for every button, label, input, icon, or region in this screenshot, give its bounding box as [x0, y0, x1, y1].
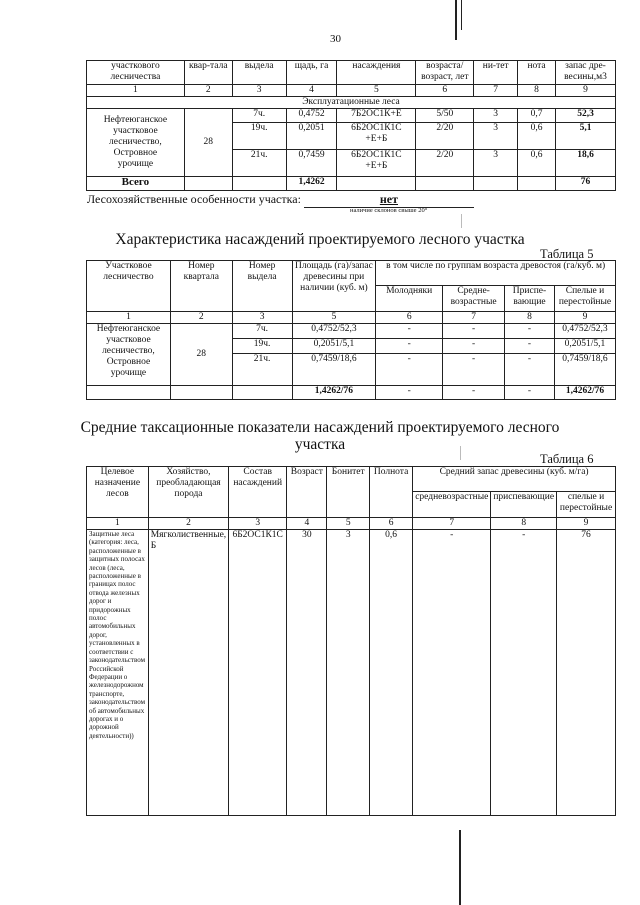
composition-cell: 6Б2ОС1К1С +Е+Б — [337, 123, 416, 150]
t6-polnota-cell: 0,6 — [370, 530, 413, 816]
t5-middle: - — [443, 324, 505, 339]
section-label: Эксплуатационные леса — [87, 97, 616, 109]
t5-young: - — [376, 354, 443, 386]
polnota-cell: 0,6 — [518, 150, 556, 177]
col-number: 4 — [287, 518, 327, 530]
t5-young: - — [376, 339, 443, 354]
scan-artifact-bottom — [459, 830, 461, 905]
t5-area: 0,2051/5,1 — [292, 339, 376, 354]
empty-cell — [416, 177, 474, 191]
empty-cell — [518, 177, 556, 191]
col-number: 3 — [232, 312, 292, 324]
t5-young: - — [376, 324, 443, 339]
empty-cell — [337, 177, 416, 191]
forestry-name — [87, 109, 185, 177]
table-top-continuation — [86, 60, 616, 191]
forestry-line: Островное — [106, 357, 151, 367]
col-number: 2 — [148, 518, 228, 530]
features-label: Лесохозяйственные особенности участка: — [87, 192, 301, 206]
col-number: 5 — [327, 518, 370, 530]
t6-composition-cell: 6Б2ОС1К1С — [229, 530, 287, 816]
t5-header-area: Площадь (га)/запас древесины при наличии (куб. м) — [292, 261, 376, 312]
t6-purpose-cell: Защитные леса (категория: леса, расположенные в защитных полосах лесов (леса, расположенные в границах полос отвода железных дорог и придорожных полос автомобильных дорог, установленных в соответствии с законодательством Российской Федерации о железнодорожном транспорте, законодательством об автомобильных дорогах и о дорожной деятельности)) — [87, 530, 149, 816]
t5-middle: - — [443, 339, 505, 354]
scan-artifact-mid — [461, 214, 462, 228]
features-line — [87, 192, 474, 208]
col-number: 7 — [413, 518, 491, 530]
col-number: 3 — [229, 518, 287, 530]
quarter-number: 28 — [184, 109, 232, 177]
col-number: 5 — [292, 312, 376, 324]
t6-header-age: Возраст — [287, 467, 327, 518]
t5-header-vydel: Номер выдела — [232, 261, 292, 312]
col-number: 4 — [286, 85, 337, 97]
forestry-line: Нефтеюганское — [103, 115, 168, 125]
empty-cell — [232, 386, 292, 400]
col-number: 7 — [474, 85, 518, 97]
t5-area: 0,7459/18,6 — [292, 354, 376, 386]
age-cell: 5/50 — [416, 109, 474, 123]
t5-total-middle: - — [443, 386, 505, 400]
age-cell: 2/20 — [416, 150, 474, 177]
header-bonitet: ни-тет — [474, 61, 518, 85]
total-label: Всего — [87, 177, 185, 191]
t6-species-cell: Мягколиственные, Б — [148, 530, 228, 816]
stock-cell: 5,1 — [556, 123, 616, 150]
t5-total-mature: 1,4262/76 — [554, 386, 615, 400]
empty-cell — [87, 386, 171, 400]
area-cell: 0,2051 — [286, 123, 337, 150]
t5-vydel: 21ч. — [232, 354, 292, 386]
col-number: 1 — [87, 312, 171, 324]
header-vydel: выдела — [232, 61, 286, 85]
t5-header-middle: Средне-возрастные — [443, 286, 505, 312]
bonitet-cell: 3 — [474, 150, 518, 177]
table6-caption: Таблица 6 — [540, 452, 594, 466]
polnota-cell: 0,7 — [518, 109, 556, 123]
t5-header-young: Молодняки — [376, 286, 443, 312]
header-composition: насаждения — [337, 61, 416, 85]
forestry-line: участковое — [106, 335, 151, 345]
col-number: 6 — [416, 85, 474, 97]
col-number: 1 — [87, 85, 185, 97]
t6-header-mature: спелые и перестойные — [557, 492, 616, 518]
col-number: 3 — [232, 85, 286, 97]
forestry-line: Островное — [113, 148, 158, 158]
area-cell: 0,4752 — [286, 109, 337, 123]
header-area: щадь, га — [286, 61, 337, 85]
scan-artifact-top — [455, 0, 457, 40]
composition-cell: 7Б2ОС1К+Е — [337, 109, 416, 123]
col-number: 8 — [491, 518, 557, 530]
t5-total-area: 1,4262/76 — [292, 386, 376, 400]
t6-header-ripening: приспевающие — [491, 492, 557, 518]
vydel-cell: 21ч. — [232, 150, 286, 177]
table5-caption: Таблица 5 — [540, 247, 594, 261]
composition-cell: 6Б2ОС1К1С +Е+Б — [337, 150, 416, 177]
t6-header-middle: средневозрастные — [413, 492, 491, 518]
t5-mature: 0,4752/52,3 — [554, 324, 615, 339]
t6-header-composition: Состав насаждений — [229, 467, 287, 518]
col-number: 1 — [87, 518, 149, 530]
t6-header-species: Хозяйство, преобладающая порода — [148, 467, 228, 518]
features-value: нет — [304, 192, 474, 208]
col-number: 8 — [518, 85, 556, 97]
t5-vydel: 7ч. — [232, 324, 292, 339]
t6-middle-cell: - — [413, 530, 491, 816]
forestry-line: лесничество, — [102, 346, 155, 356]
scan-artifact-top-2 — [461, 0, 462, 30]
t5-header-mature: Спелые и перестойные — [554, 286, 615, 312]
total-area: 1,4262 — [286, 177, 337, 191]
features-note: наличие склонов свыше 20° — [350, 207, 428, 214]
header-forestry: участкового лесничества — [87, 61, 185, 85]
forestry-line: лесничество, — [109, 137, 162, 147]
header-polnota: нота — [518, 61, 556, 85]
t5-ripening: - — [505, 339, 555, 354]
vydel-cell: 7ч. — [232, 109, 286, 123]
area-cell: 0,7459 — [286, 150, 337, 177]
header-age: возраста/ возраст, лет — [416, 61, 474, 85]
t5-header-quarter: Номер квартала — [170, 261, 232, 312]
col-number: 9 — [554, 312, 615, 324]
table6 — [86, 466, 616, 816]
bonitet-cell: 3 — [474, 109, 518, 123]
age-cell: 2/20 — [416, 123, 474, 150]
total-stock: 76 — [556, 177, 616, 191]
col-number: 9 — [557, 518, 616, 530]
t5-ripening: - — [505, 354, 555, 386]
forestry-line: урочище — [117, 159, 154, 169]
table6-title-line1: Средние таксационные показатели насаждений проектируемого лесного — [80, 419, 560, 436]
t5-ripening: - — [505, 324, 555, 339]
empty-cell — [232, 177, 286, 191]
forestry-line: Нефтеюганское — [96, 324, 161, 334]
empty-cell — [474, 177, 518, 191]
t5-forestry-name — [87, 324, 171, 386]
polnota-cell: 0,6 — [518, 123, 556, 150]
col-number: 8 — [505, 312, 555, 324]
t5-vydel: 19ч. — [232, 339, 292, 354]
t5-quarter: 28 — [170, 324, 232, 386]
t5-header-forestry: Участковое лесничество — [87, 261, 171, 312]
col-number: 7 — [443, 312, 505, 324]
header-quarter: квар-тала — [184, 61, 232, 85]
bonitet-cell: 3 — [474, 123, 518, 150]
header-stock: запас дре-весины,м3 — [556, 61, 616, 85]
table5-title: Характеристика насаждений проектируемого лесного участка — [115, 231, 525, 248]
t6-header-stock: Средний запас древесины (куб. м/га) — [413, 467, 616, 492]
t5-middle: - — [443, 354, 505, 386]
t5-mature: 0,2051/5,1 — [554, 339, 615, 354]
t6-header-polnota: Полнота — [370, 467, 413, 518]
col-number: 6 — [370, 518, 413, 530]
stock-cell: 52,3 — [556, 109, 616, 123]
t6-age-cell: 30 — [287, 530, 327, 816]
t5-total-ripening: - — [505, 386, 555, 400]
t5-area: 0,4752/52,3 — [292, 324, 376, 339]
t5-header-ripening: Приспе-вающие — [505, 286, 555, 312]
forestry-line: урочище — [110, 368, 147, 378]
page-number: 30 — [330, 33, 341, 45]
empty-cell — [184, 177, 232, 191]
empty-cell — [170, 386, 232, 400]
t6-header-bonitet: Бонитет — [327, 467, 370, 518]
vydel-cell: 19ч. — [232, 123, 286, 150]
t6-mature-cell: 76 — [557, 530, 616, 816]
stock-cell: 18,6 — [556, 150, 616, 177]
col-number: 6 — [376, 312, 443, 324]
t6-ripening-cell: - — [491, 530, 557, 816]
t5-mature: 0,7459/18,6 — [554, 354, 615, 386]
col-number: 9 — [556, 85, 616, 97]
col-number: 5 — [337, 85, 416, 97]
t6-header-purpose: Целевое назначение лесов — [87, 467, 149, 518]
table6-title-line2: участка — [294, 436, 346, 453]
t6-bonitet-cell: 3 — [327, 530, 370, 816]
t5-total-young: - — [376, 386, 443, 400]
t5-header-group: в том числе по группам возраста древостоя (га/куб. м) — [376, 261, 616, 286]
col-number: 2 — [170, 312, 232, 324]
col-number: 2 — [184, 85, 232, 97]
table5 — [86, 260, 616, 400]
forestry-line: участковое — [113, 126, 158, 136]
